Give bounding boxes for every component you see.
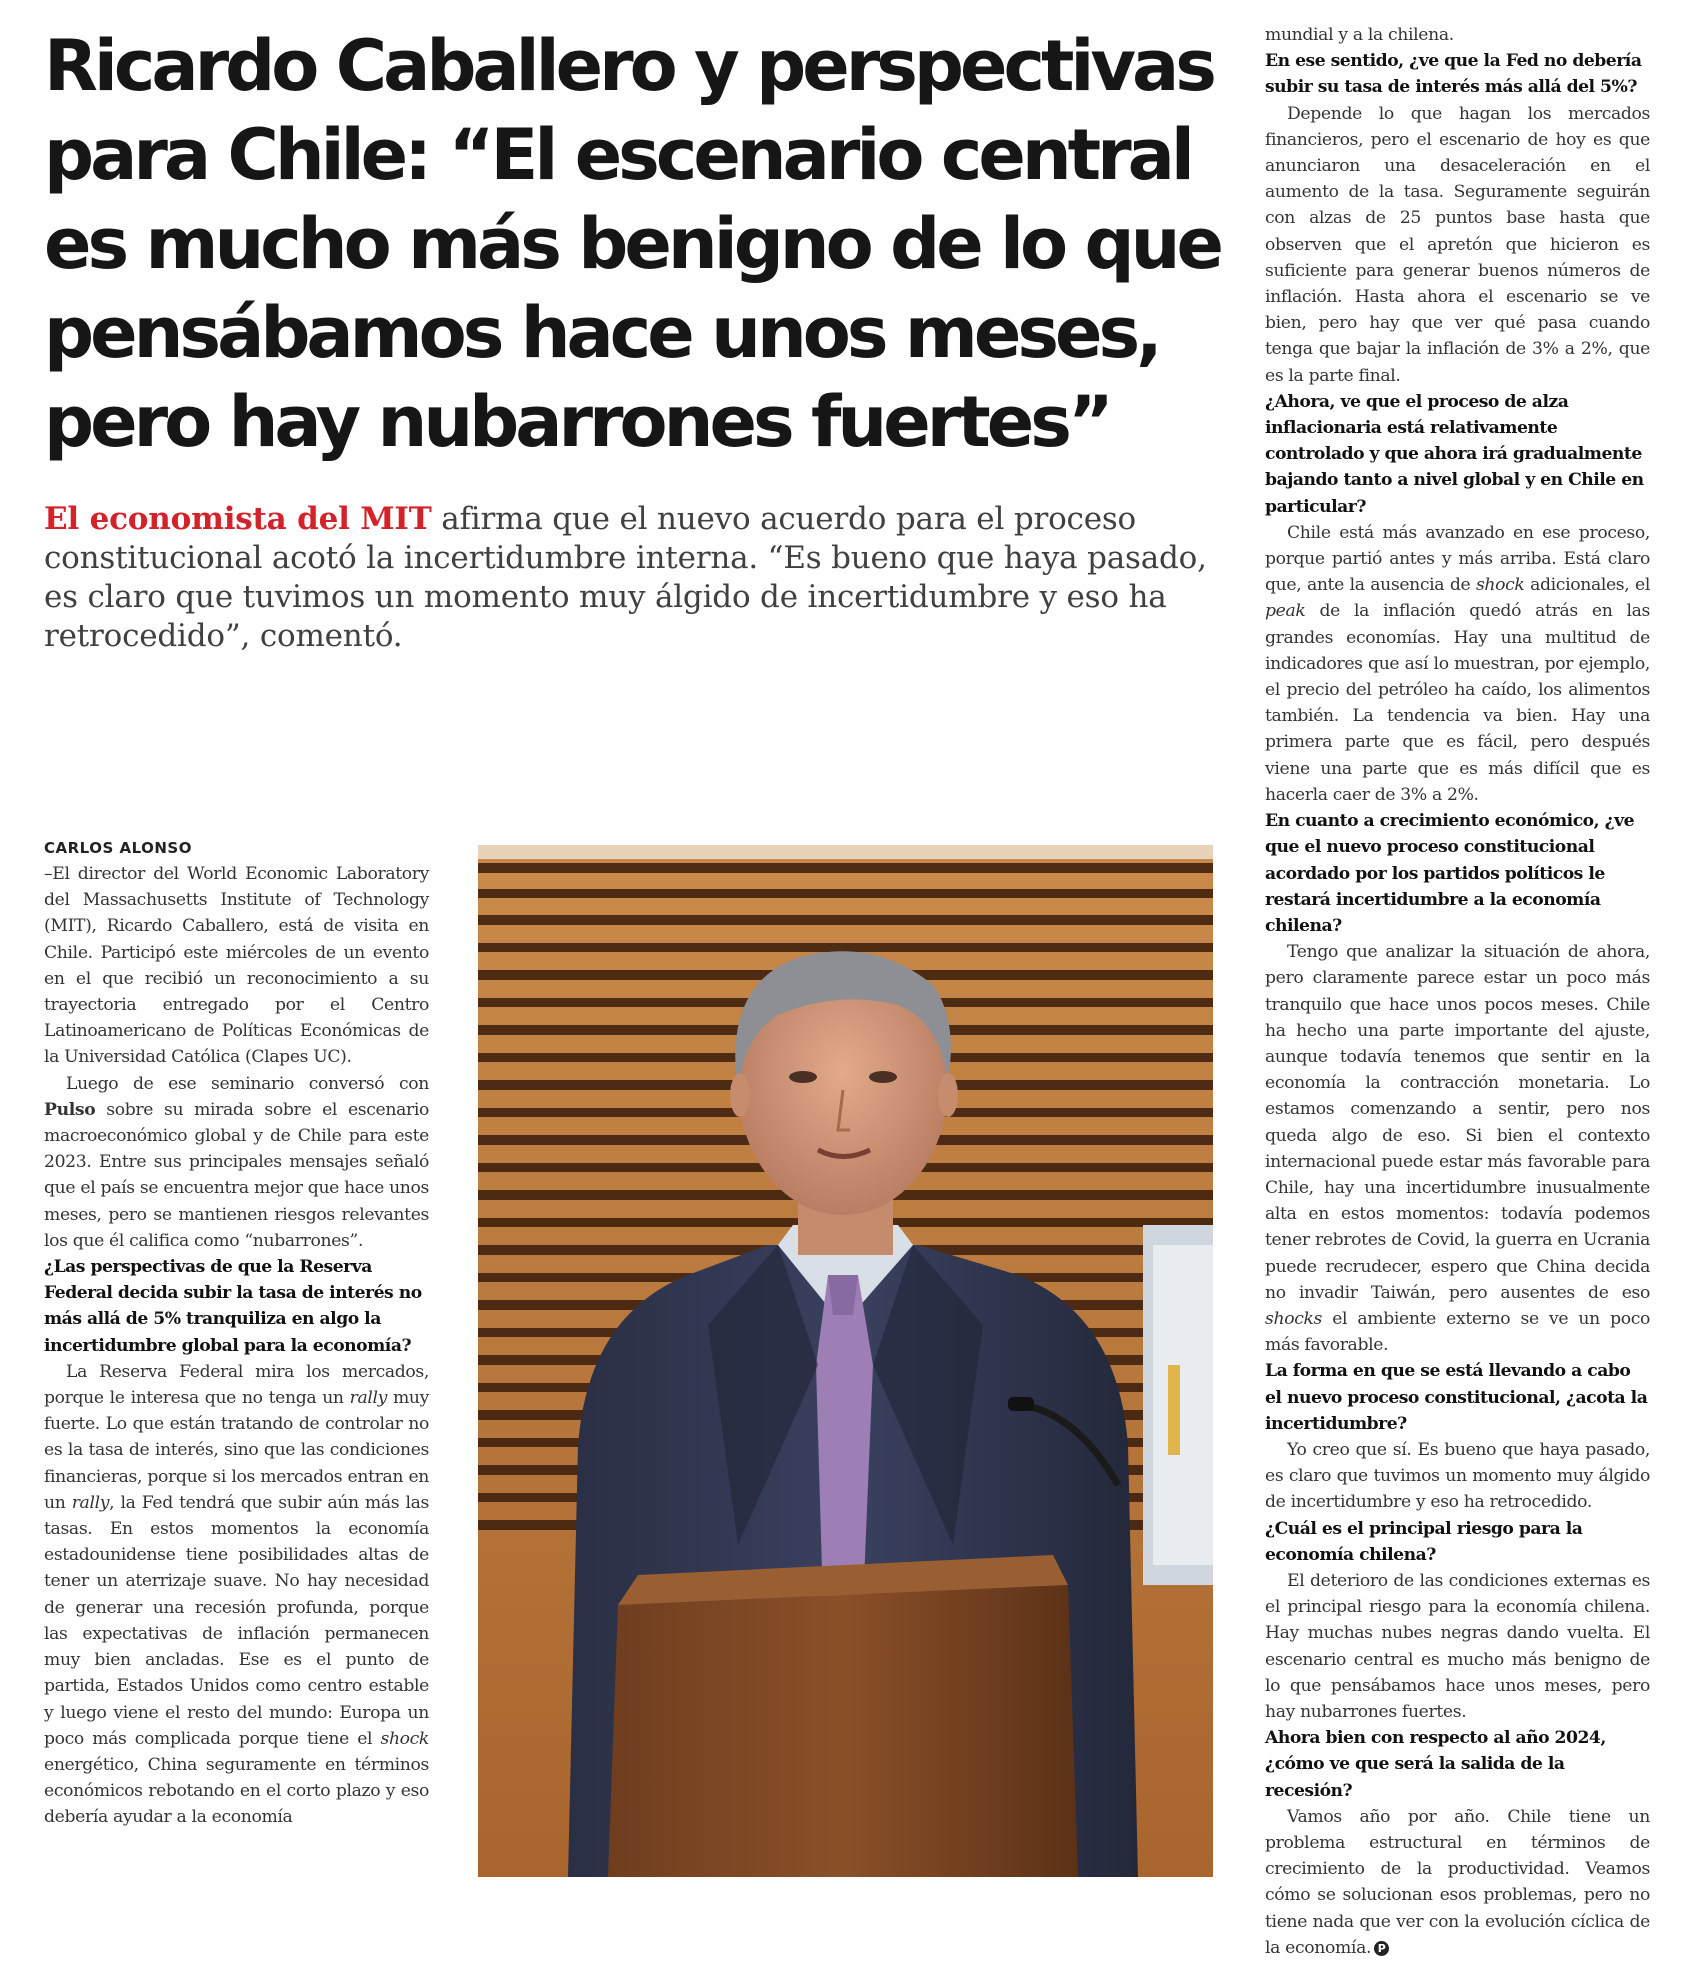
left-column (44, 837, 429, 1831)
portrait-photo (478, 845, 1213, 1877)
text-span: muy fuerte. Lo que están tratando de controlar no es la tasa de interés, sino que las condiciones financieras, porque si los mercados entran en un (44, 1388, 429, 1513)
continued-text: mundial y a la chilena. (1265, 25, 1454, 45)
question-4: En cuanto a crecimiento económico, ¿ve que el nuevo proceso constitucional acordado por los partidos políticos le restará incertidumbre a la economía chilena? (1265, 811, 1635, 936)
question-3: ¿Ahora, ve que el proceso de alza inflacionaria está relativamente controlado y que ahora irá gradualmente bajando tanto a nivel global y en Chile en particular? (1265, 391, 1644, 517)
text-span: Tengo que analizar la situación de ahora, pero claramente parece estar un poco más tranquilo que hace unos pocos meses. Chile ha hecho una parte importante del ajuste, aunque todavía tenemos que sentir en la economía la contracción monetaria. Lo estamos comenzando a sentir, pero nos queda algo de eso. Si bien el contexto internacional puede estar más favorable para Chile, hay una incertidumbre inusualmente alta en estos momentos: todavía podemos tener rebrotes de Covid, la guerra en Ucrania puede recrudecer, espero que China decida no invadir Taiwán, pero ausentes de eso (1265, 942, 1650, 1303)
answer-6: El deterioro de las condiciones externas es el principal riesgo para la economía chilena. Hay muchas nubes negras dando vuelta. El escenario central es mucho más benigno de lo que pensábamos hace unos meses, pero hay nubarrones fuertes. (1265, 1570, 1650, 1722)
text-span: energético, China seguramente en términos económicos rebotando en el corto plazo y eso debería ayudar a la economía (44, 1754, 429, 1828)
question-7: Ahora bien con respecto al año 2024, ¿cómo ve que será la salida de la recesión? (1265, 1728, 1606, 1801)
portrait-illustration (478, 845, 1213, 1877)
headline: Ricardo Caballero y perspectivas para Chile: “El escenario central es mucho más benigno de lo que pensábamos hace unos meses, pero hay nubarrones fuertes” (44, 25, 1220, 463)
byline: CARLOS ALONSO (44, 839, 192, 857)
intro-paragraph: –El director del World Economic Laboratory del Massachusetts Institute of Technology (MIT), Ricardo Caballero, está de visita en Chile. Participó este miércoles de un evento en el que recibió un reconocimiento a su trayectoria entregado por el Centro Latinoamericano de Políticas Económicas de la Universidad Católica (Clapes UC). (44, 864, 429, 1068)
italic-term: rally (71, 1492, 110, 1513)
text-span: sobre su mirada sobre el escenario macroeconómico global y de Chile para este 2023. Entre sus principales mensajes señaló que el país se encuentra mejor que hace unos meses, pero se mantienen riesgos relevantes los que él califica como “nubarrones”. (44, 1099, 429, 1251)
italic-term: shocks (1265, 1308, 1322, 1329)
answer-4 (1265, 939, 1650, 1358)
deck-lead: El economista del MIT (44, 501, 432, 537)
question-2: En ese sentido, ¿ve que la Fed no debería subir su tasa de interés más allá del 5%? (1265, 51, 1642, 98)
right-column (1265, 22, 1650, 1961)
text-span: de la inflación quedó atrás en las grandes economías. Hay una multitud de indicadores que así lo muestran, por ejemplo, el precio del petróleo ha caído, los alimentos también. La tendencia va bien. Hay una primera parte que es fácil, pero después viene una parte que es más difícil que es hacerla caer de 3% a 2%. (1265, 601, 1650, 805)
answer-5: Yo creo que sí. Es bueno que haya pasado, es claro que tuvimos un momento muy álgido de incertidumbre y eso ha retrocedido. (1265, 1439, 1650, 1513)
deck-text: afirma que el nuevo acuerdo para el proceso constitucional acotó la incertidumbre interna. “Es bueno que haya pasado, es claro que tuvimos un momento muy álgido de incertidumbre y eso ha retrocedido”, comentó. (44, 501, 1207, 654)
pulso-brand: Pulso (44, 1099, 96, 1120)
paragraph-pulso (44, 1071, 429, 1254)
answer-3 (1265, 520, 1650, 808)
podium (608, 1585, 1078, 1877)
text-span: , la Fed tendrá que subir aún más las tasas. En estos momentos la economía estadounidense tiene posibilidades altas de tener un aterrizaje suave. No hay necesidad de generar una recesión profunda, porque las expectativas de inflación permanecen muy bien ancladas. Ese es el punto de partida, Estados Unidos como centro estable y luego viene el resto del mundo: Europa un poco más complicada porque tiene el (44, 1492, 429, 1749)
text-span: La Reserva Federal mira los mercados, porque le interesa que no tenga un (44, 1361, 429, 1409)
italic-term: shock (380, 1728, 429, 1749)
answer-1 (44, 1359, 429, 1831)
question-5: La forma en que se está llevando a cabo el nuevo proceso constitucional, ¿acota la incertidumbre? (1265, 1361, 1648, 1434)
question-1: ¿Las perspectivas de que la Reserva Federal decida subir la tasa de interés no más allá de 5% tranquiliza en algo la incertidumbre global para la economía? (44, 1257, 422, 1356)
pulso-end-icon: P (1374, 1941, 1389, 1956)
italic-term: shock (1475, 575, 1525, 596)
italic-term: rally (349, 1388, 388, 1409)
answer-2: Depende lo que hagan los mercados financieros, pero el escenario de hoy es que anunciaron una desaceleración en el aumento de la tasa. Seguramente seguirán con alzas de 25 puntos base hasta que observen que el apretón que hicieron es suficiente para generar buenos números de inflación. Hasta ahora el escenario se ve bien, pero hay que ver qué pasa cuando tenga que bajar la inflación de 3% a 2%, que es la parte final. (1265, 103, 1650, 386)
deck (44, 500, 1224, 656)
text-span: Chile está más avanzado en ese proceso, porque partió antes y más arriba. Está claro que, ante la ausencia de (1265, 522, 1650, 596)
answer-7 (1265, 1804, 1650, 1961)
text-span: Vamos año por año. Chile tiene un problema estructural en términos de crecimiento de la productividad. Veamos cómo se solucionan esos problemas, pero no tiene nada que ver con la evolución cíclica de la economía. (1265, 1806, 1650, 1958)
text-span: Luego de ese seminario conversó con (66, 1073, 429, 1094)
italic-term: peak (1265, 601, 1306, 622)
question-6: ¿Cuál es el principal riesgo para la economía chilena? (1265, 1518, 1583, 1565)
text-span: adicionales, el (1524, 575, 1650, 596)
text-span: el ambiente externo se ve un poco más favorable. (1265, 1308, 1650, 1356)
